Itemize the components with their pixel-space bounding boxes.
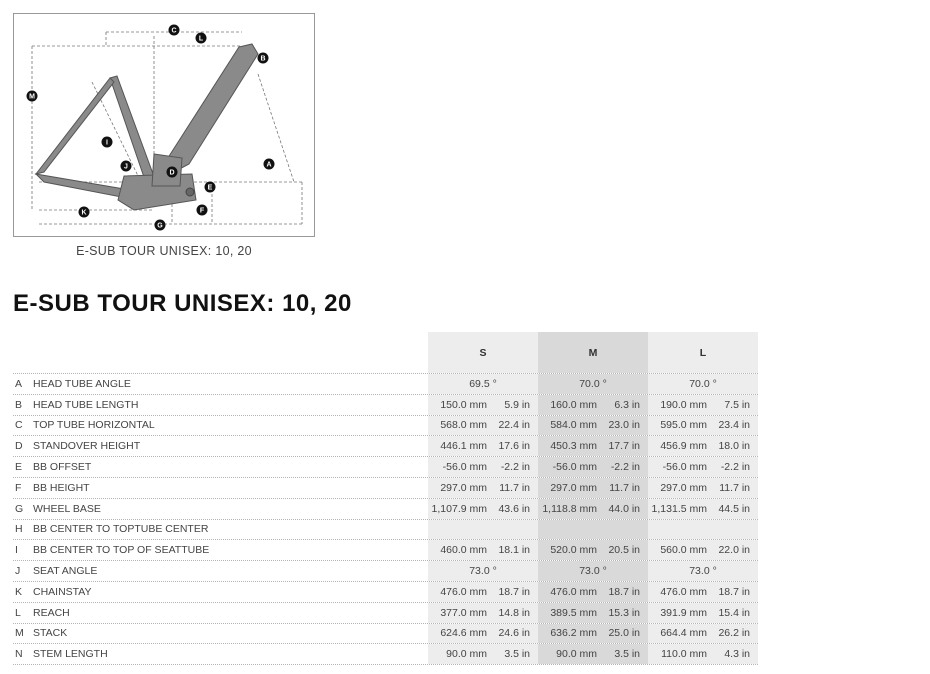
svg-text:I: I <box>106 139 108 147</box>
value-mm-m: 476.0 mm <box>550 585 597 598</box>
value-in-s: 11.7 in <box>499 481 530 494</box>
value-mm-s: 476.0 mm <box>440 585 487 598</box>
marker-j <box>121 161 132 172</box>
value-in-m: 25.0 in <box>608 627 640 640</box>
value-in-m: 3.5 in <box>614 648 640 661</box>
value-in-s: -2.2 in <box>500 461 530 474</box>
value-m: 73.0 ° <box>579 565 607 578</box>
row-label: HEAD TUBE LENGTH <box>33 398 139 411</box>
svg-text:M: M <box>29 93 35 101</box>
table-row <box>13 478 758 499</box>
row-label: SEAT ANGLE <box>33 565 98 578</box>
row-letter: G <box>15 502 24 515</box>
marker-b <box>258 53 269 64</box>
value-in-s: 43.6 in <box>498 502 530 515</box>
row-label: CHAINSTAY <box>33 585 92 598</box>
value-in-l: 18.0 in <box>718 440 750 453</box>
value-in-s: 17.6 in <box>498 440 530 453</box>
value-mm-m: 636.2 mm <box>550 627 597 640</box>
value-in-l: 7.5 in <box>724 398 750 411</box>
value-mm-s <box>429 520 487 540</box>
table-row <box>13 374 758 395</box>
marker-l <box>196 33 207 44</box>
row-label: STACK <box>33 627 68 640</box>
value-in-s <box>490 520 530 540</box>
bike-frame-drawing <box>14 14 314 236</box>
marker-m <box>27 91 38 102</box>
value-in-m: 20.5 in <box>608 544 640 557</box>
value-mm-m: -56.0 mm <box>552 461 597 474</box>
value-in-l: 4.3 in <box>724 648 750 661</box>
table-row <box>13 624 758 645</box>
value-in-l: 15.4 in <box>718 606 750 619</box>
value-in-s: 24.6 in <box>498 627 530 640</box>
value-in-s: 18.7 in <box>498 585 530 598</box>
value-in-l: 23.4 in <box>718 419 750 432</box>
value-in-l: 11.7 in <box>719 481 750 494</box>
marker-k <box>79 207 90 218</box>
value-in-l: 26.2 in <box>718 627 750 640</box>
value-mm-s: -56.0 mm <box>442 461 487 474</box>
value-mm-m: 520.0 mm <box>550 544 597 557</box>
value-mm-s: 90.0 mm <box>446 648 487 661</box>
marker-e <box>205 182 216 193</box>
value-in-m: 15.3 in <box>608 606 640 619</box>
row-letter: L <box>15 606 21 619</box>
svg-text:A: A <box>266 161 272 169</box>
table-body <box>13 374 758 665</box>
svg-text:D: D <box>169 169 175 177</box>
row-letter: D <box>15 440 23 453</box>
value-in-s: 18.1 in <box>498 544 530 557</box>
value-s: 73.0 ° <box>469 565 497 578</box>
value-mm-s: 568.0 mm <box>440 419 487 432</box>
value-mm-l <box>649 520 707 540</box>
size-header-s: S <box>479 346 487 359</box>
value-l: 70.0 ° <box>689 377 717 390</box>
row-label: WHEEL BASE <box>33 502 101 515</box>
value-mm-s: 377.0 mm <box>440 606 487 619</box>
row-label: BB CENTER TO TOPTUBE CENTER <box>33 523 209 536</box>
row-letter: N <box>15 648 23 661</box>
value-mm-s: 624.6 mm <box>440 627 487 640</box>
value-in-m: 6.3 in <box>614 398 640 411</box>
table-row <box>13 395 758 416</box>
value-mm-l: 391.9 mm <box>660 606 707 619</box>
marker-d <box>167 167 178 178</box>
row-letter: E <box>15 461 23 474</box>
value-in-l <box>710 520 750 540</box>
row-label: HEAD TUBE ANGLE <box>33 377 131 390</box>
svg-text:L: L <box>198 35 204 43</box>
value-in-s: 22.4 in <box>498 419 530 432</box>
svg-text:F: F <box>199 207 205 215</box>
marker-a <box>264 159 275 170</box>
table-row <box>13 499 758 520</box>
value-l: 73.0 ° <box>689 565 717 578</box>
row-label: STEM LENGTH <box>33 648 108 661</box>
value-in-s: 14.8 in <box>498 606 530 619</box>
value-mm-l: 1,131.5 mm <box>651 502 707 515</box>
row-letter: A <box>15 377 23 390</box>
row-letter: J <box>15 565 21 578</box>
value-mm-l: 560.0 mm <box>660 544 707 557</box>
value-in-m: 23.0 in <box>608 419 640 432</box>
table-row <box>13 582 758 603</box>
value-mm-m: 389.5 mm <box>550 606 597 619</box>
svg-text:K: K <box>81 209 87 217</box>
page-title: E-SUB TOUR UNISEX: 10, 20 <box>13 290 352 317</box>
size-header-m: M <box>588 346 598 359</box>
table-row <box>13 561 758 582</box>
row-letter: K <box>15 585 23 598</box>
value-in-s: 5.9 in <box>504 398 530 411</box>
row-label: TOP TUBE HORIZONTAL <box>33 419 155 432</box>
value-mm-l: 190.0 mm <box>660 398 707 411</box>
value-mm-m: 90.0 mm <box>556 648 597 661</box>
marker-c <box>169 25 180 36</box>
row-letter: B <box>15 398 23 411</box>
size-header-l: L <box>699 346 707 359</box>
value-in-m <box>600 520 640 540</box>
table-row <box>13 520 758 541</box>
value-mm-s: 297.0 mm <box>440 481 487 494</box>
svg-text:C: C <box>171 27 177 35</box>
table-header-row <box>13 332 758 374</box>
geometry-table <box>13 332 758 665</box>
value-in-l: 22.0 in <box>718 544 750 557</box>
diagram-caption: E-SUB TOUR UNISEX: 10, 20 <box>76 244 252 258</box>
table-row <box>13 457 758 478</box>
value-mm-m <box>539 520 597 540</box>
value-in-m: 44.0 in <box>608 502 640 515</box>
row-letter: F <box>15 481 22 494</box>
value-mm-l: 595.0 mm <box>660 419 707 432</box>
row-letter: I <box>15 544 18 557</box>
value-m: 70.0 ° <box>579 377 607 390</box>
value-in-m: -2.2 in <box>610 461 640 474</box>
svg-text:E: E <box>207 184 213 192</box>
value-in-m: 17.7 in <box>608 440 640 453</box>
svg-text:B: B <box>260 55 266 63</box>
value-mm-m: 450.3 mm <box>550 440 597 453</box>
table-row <box>13 416 758 437</box>
value-mm-s: 150.0 mm <box>440 398 487 411</box>
value-mm-m: 160.0 mm <box>550 398 597 411</box>
value-mm-l: 110.0 mm <box>661 648 707 661</box>
table-row <box>13 644 758 665</box>
row-label: STANDOVER HEIGHT <box>33 440 141 453</box>
marker-f <box>197 205 208 216</box>
value-mm-m: 584.0 mm <box>550 419 597 432</box>
value-mm-m: 297.0 mm <box>550 481 597 494</box>
value-mm-m: 1,118.8 mm <box>542 502 597 515</box>
value-mm-l: -56.0 mm <box>662 461 707 474</box>
value-mm-s: 1,107.9 mm <box>431 502 487 515</box>
row-letter: H <box>15 523 23 536</box>
value-s: 69.5 ° <box>469 377 497 390</box>
value-in-l: 44.5 in <box>718 502 750 515</box>
row-label: BB OFFSET <box>33 461 92 474</box>
value-mm-l: 297.0 mm <box>660 481 707 494</box>
value-mm-s: 460.0 mm <box>440 544 487 557</box>
value-mm-l: 664.4 mm <box>660 627 707 640</box>
value-in-s: 3.5 in <box>504 648 530 661</box>
table-row <box>13 540 758 561</box>
value-in-l: 18.7 in <box>718 585 750 598</box>
value-mm-l: 476.0 mm <box>660 585 707 598</box>
row-letter: M <box>15 627 24 640</box>
value-mm-s: 446.1 mm <box>440 440 487 453</box>
geometry-diagram <box>13 13 315 237</box>
value-in-l: -2.2 in <box>720 461 750 474</box>
marker-i <box>102 137 113 148</box>
row-letter: C <box>15 419 23 432</box>
row-label: BB HEIGHT <box>33 481 90 494</box>
svg-text:J: J <box>124 163 128 171</box>
row-label: BB CENTER TO TOP OF SEATTUBE <box>33 544 210 557</box>
table-row <box>13 603 758 624</box>
value-in-m: 11.7 in <box>609 481 640 494</box>
value-in-m: 18.7 in <box>608 585 640 598</box>
marker-g <box>155 220 166 231</box>
value-mm-l: 456.9 mm <box>660 440 707 453</box>
svg-text:G: G <box>157 222 163 230</box>
row-label: REACH <box>33 606 70 619</box>
table-row <box>13 436 758 457</box>
